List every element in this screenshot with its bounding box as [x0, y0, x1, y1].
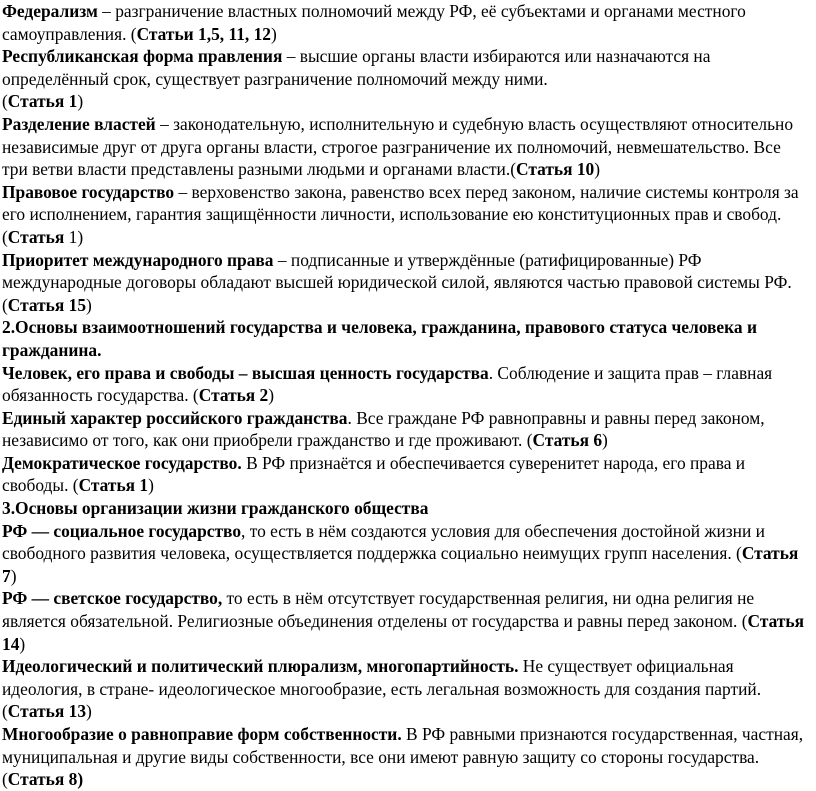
- text-run: – высшие органы власти избираются или назначаются на определённый срок, существует разграничение полномочий между ними.: [2, 46, 711, 89]
- paragraph: [2, 520, 808, 588]
- paragraph: [2, 407, 808, 452]
- bold-text-run: Статья 6: [532, 430, 603, 451]
- text-run: ): [270, 23, 277, 44]
- bold-text-run: Федерализм: [2, 1, 98, 21]
- bold-text-run: Статья 15: [7, 294, 87, 315]
- text-run: ): [19, 633, 26, 654]
- bold-text-run: Статья 14: [2, 611, 804, 654]
- text-run: . Соблюдение и защита прав – главная обязанность государства. (: [2, 362, 773, 406]
- text-run: – подписанные и утверждённые (ратифицированные) РФ международные договоры обладают высшей юридической силой, являются частью правовой системы РФ. (: [2, 249, 792, 315]
- bold-text-run: Правовое государство: [2, 181, 175, 202]
- bold-text-run: РФ — светское государство,: [2, 588, 223, 609]
- text-run: ): [148, 475, 154, 496]
- paragraph: [2, 181, 808, 249]
- text-run: ): [10, 565, 17, 586]
- paragraph: [2, 45, 808, 90]
- bold-text-run: 2.Основы взаимоотношений государства и человека, гражданина, правового статуса человека и гражданина.: [2, 317, 757, 360]
- text-run: . Все граждане РФ равноправны и равны перед законом, независимо от того, как они приобрели гражданство и где проживают. (: [2, 407, 765, 451]
- bold-text-run: Идеологический и политический плюрализм, многопартийность.: [2, 656, 519, 677]
- paragraph: [2, 316, 808, 361]
- text-run: ): [602, 430, 608, 451]
- text-run: (: [2, 91, 8, 112]
- paragraph: [2, 497, 808, 520]
- bold-text-run: Статья 7: [2, 543, 799, 586]
- text-run: ): [77, 91, 84, 112]
- paragraph: [2, 90, 808, 113]
- bold-text-run: Статья 1: [7, 91, 78, 112]
- bold-text-run: Статья 1: [78, 475, 149, 496]
- text-run: Не существует официальная идеология, в стране- идеологическое многообразие, есть легальная возможность для создания партий. (: [2, 656, 762, 722]
- text-run: В РФ равными признаются государственная, частная, муниципальная и другие виды собственности, все они имеют равную защиту со стороны государства. (: [2, 724, 804, 790]
- paragraph: [2, 587, 808, 655]
- bold-text-run: Статья: [7, 226, 65, 247]
- bold-text-run: Приоритет международного права: [2, 249, 274, 270]
- text-run: – законодательную, исполнительную и судебную власть осуществляют относительно независимые друг от друга органы власти, строгое разграничение их полномочий, невмешательство. Все три ветви власти представлены разными людьми и органами власти.(: [2, 113, 794, 180]
- text-run: В РФ признаётся и обеспечивается суверенитет народа, его права и свободы. (: [2, 452, 746, 496]
- paragraph: [2, 452, 808, 497]
- paragraph: [2, 362, 808, 407]
- bold-text-run: Многообразие о равноправие форм собственности.: [2, 724, 402, 744]
- text-run: ): [594, 159, 601, 180]
- bold-text-run: РФ — социальное государство: [2, 520, 242, 541]
- bold-text-run: Статьи 1,5, 11, 12: [136, 23, 271, 44]
- bold-text-run: Статья 8): [7, 769, 84, 790]
- bold-text-run: 3.Основы организации жизни гражданского общества: [2, 498, 429, 519]
- text-run: – верховенство закона, равенство всех перед законом, наличие системы контроля за его исполнением, гарантия защищённости личности, использование ею конституционных прав и свобод. (: [2, 181, 799, 247]
- text-run: ): [86, 294, 92, 315]
- text-run: то есть в нём отсутствует государственная религия, ни одна религия не является обязательной. Религиозные объединения отделены от государства и равны перед законом. (: [2, 588, 755, 632]
- paragraph: [2, 249, 808, 317]
- paragraph: [2, 113, 808, 181]
- text-run: ): [86, 701, 92, 722]
- paragraph: [2, 723, 808, 791]
- bold-text-run: Статья 10: [516, 159, 595, 180]
- text-run: – разграничение властных полномочий между РФ, её субъектами и органами местного самоуправления. (: [2, 1, 746, 44]
- text-run: , то есть в нём создаются условия для обеспечения достойной жизни и свободного развития человека, осуществляется поддержка социально неимущих групп населения. (: [2, 520, 765, 564]
- bold-text-run: Человек, его права и свободы – высшая ценность государства: [2, 362, 489, 383]
- paragraph: [2, 655, 808, 723]
- text-run: 1): [64, 226, 84, 247]
- bold-text-run: Статья 2: [198, 385, 269, 406]
- bold-text-run: Разделение властей: [2, 113, 156, 134]
- bold-text-run: Единый характер российского гражданства: [2, 407, 348, 428]
- bold-text-run: Демократическое государство.: [2, 452, 242, 473]
- bold-text-run: Республиканская форма правления: [2, 46, 283, 67]
- bold-text-run: Статья 13: [7, 701, 87, 722]
- text-run: ): [268, 385, 275, 406]
- paragraph: [2, 0, 808, 45]
